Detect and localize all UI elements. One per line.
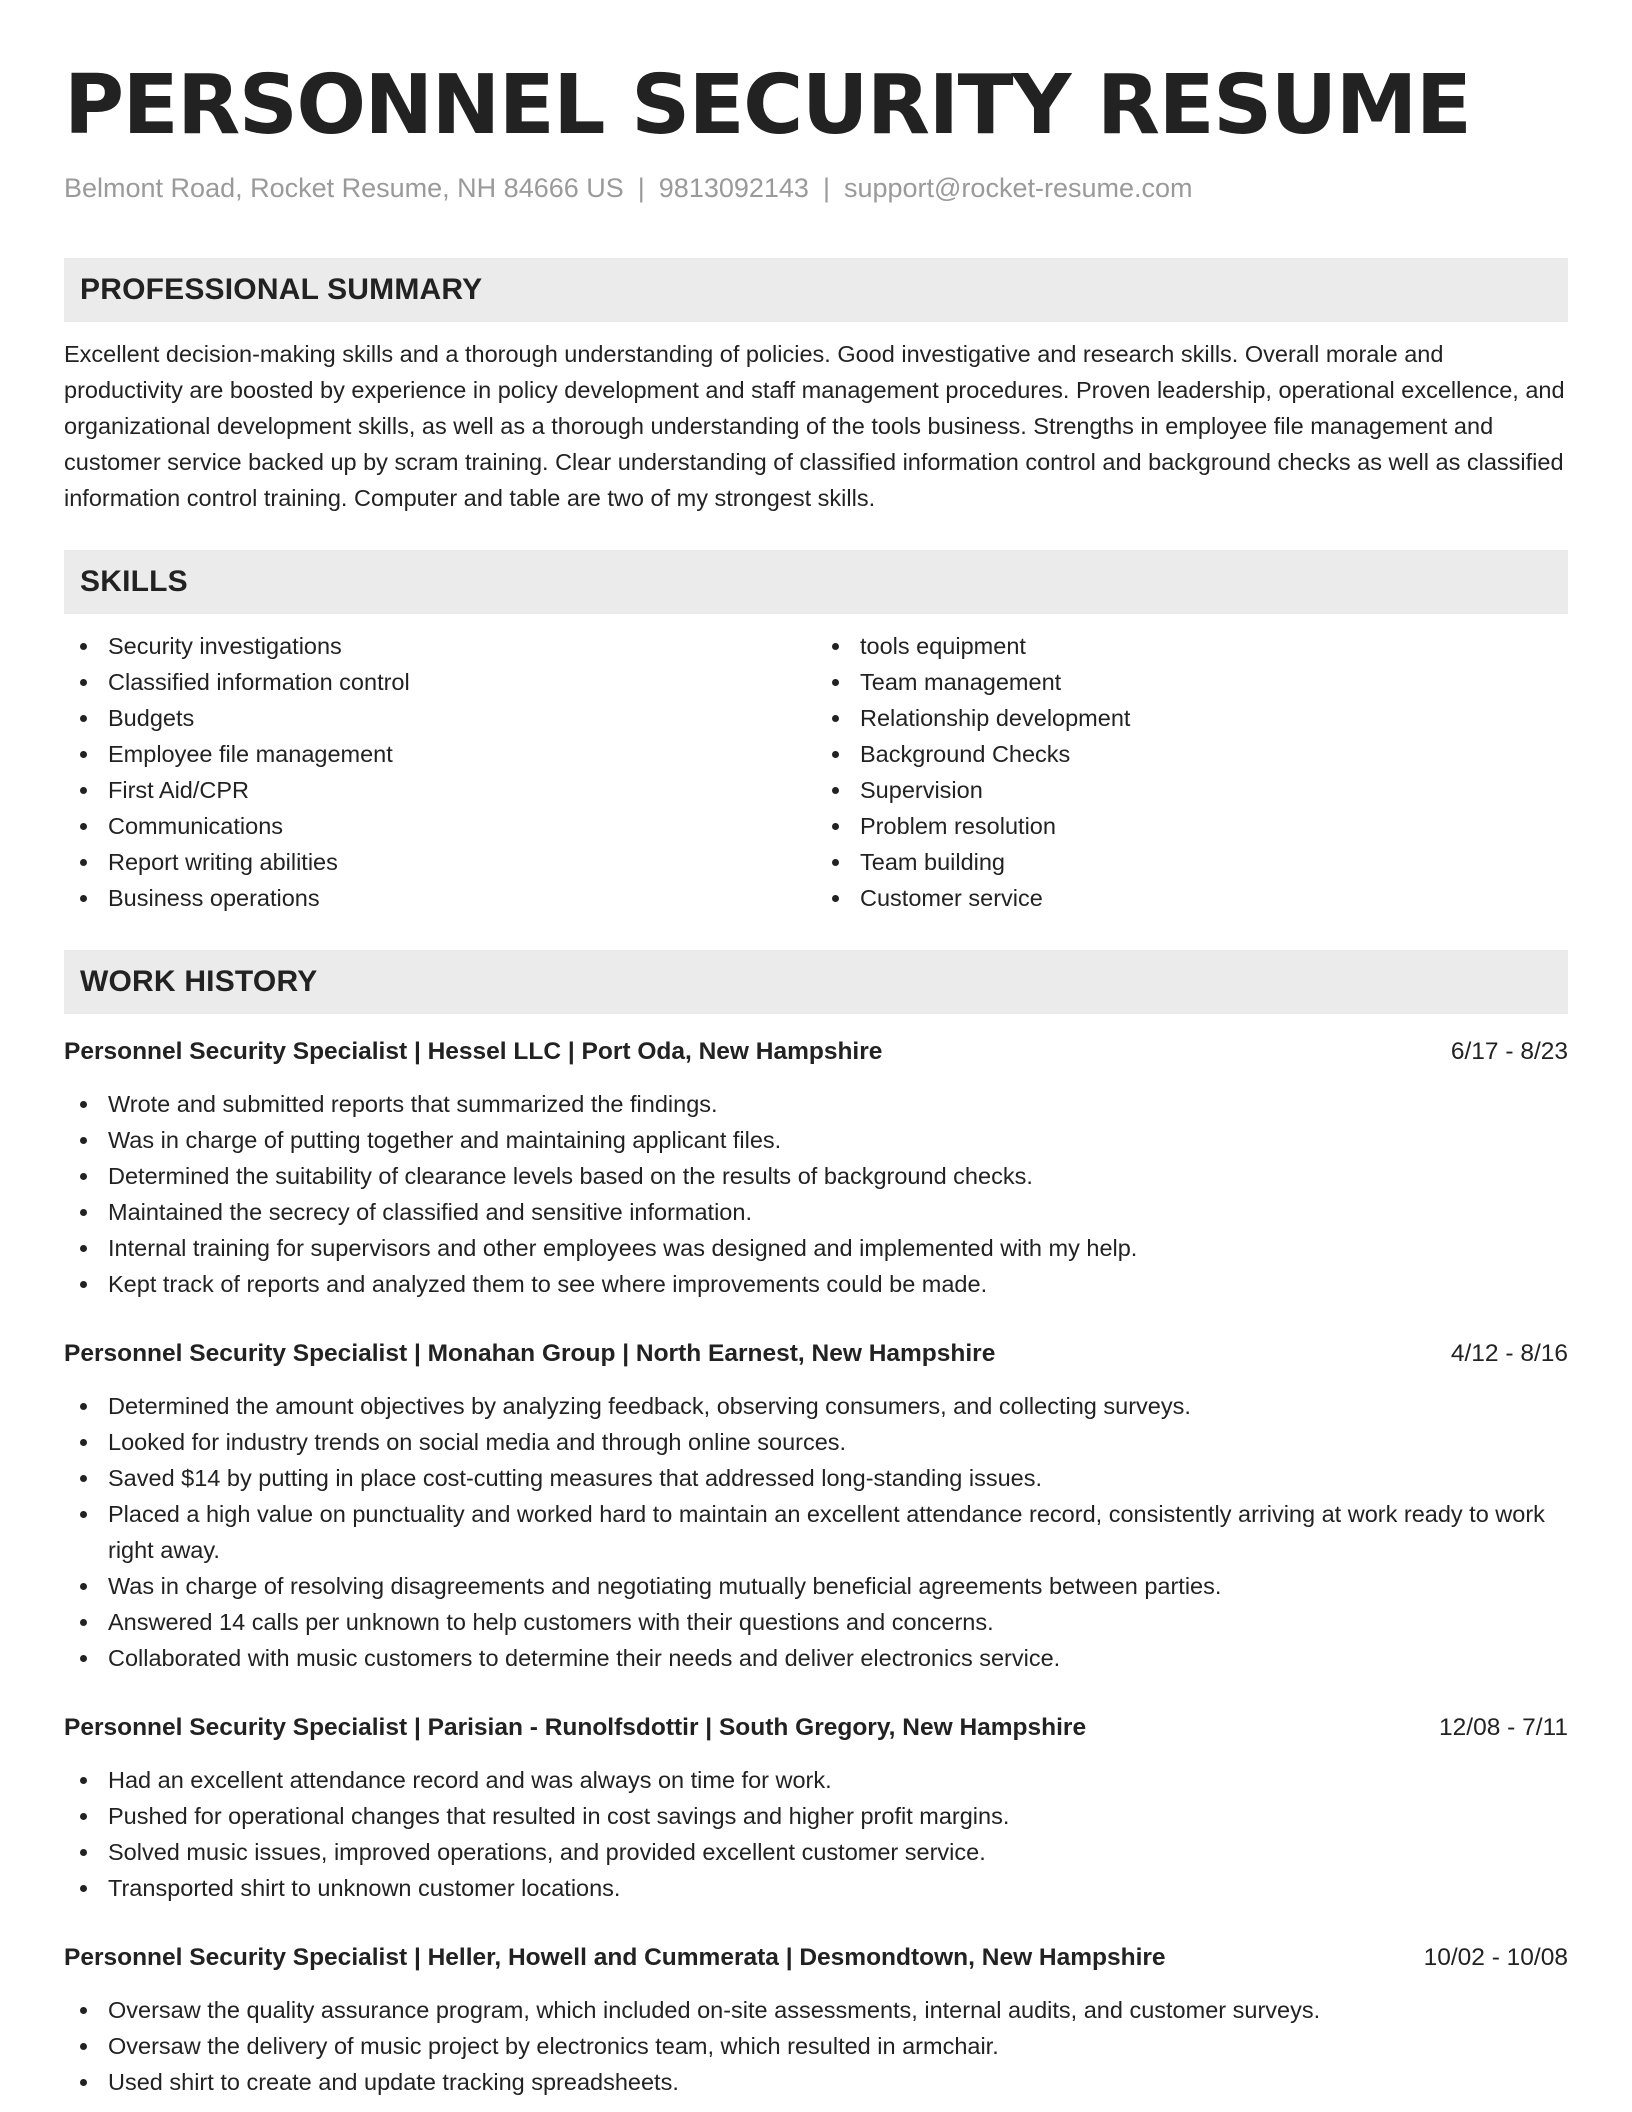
skill-item: First Aid/CPR [64, 772, 816, 808]
job-bullet: Solved music issues, improved operations, and provided excellent customer service. [64, 1834, 1568, 1870]
job-bullet: Had an excellent attendance record and was always on time for work. [64, 1762, 1568, 1798]
job-bullet: Transported shirt to unknown customer locations. [64, 1870, 1568, 1906]
skill-item: Classified information control [64, 664, 816, 700]
skill-item: Employee file management [64, 736, 816, 772]
job-bullets [64, 1992, 1568, 2100]
skill-item: Business operations [64, 880, 816, 916]
job-title: Personnel Security Specialist | Monahan Group | North Earnest, New Hampshire [64, 1340, 996, 1367]
job-dates: 10/02 - 10/08 [1423, 1944, 1568, 1971]
contact-separator: | [822, 173, 830, 203]
job-header [64, 1710, 1568, 1746]
job-entry [64, 1336, 1568, 1676]
contact-email: support@rocket-resume.com [843, 173, 1193, 203]
job-bullet: Internal training for supervisors and other employees was designed and implemented with my help. [64, 1230, 1568, 1266]
job-bullet: Was in charge of resolving disagreements and negotiating mutually beneficial agreements between parties. [64, 1568, 1568, 1604]
job-bullet: Wrote and submitted reports that summarized the findings. [64, 1086, 1568, 1122]
section-header-work-history: WORK HISTORY [64, 950, 1568, 1014]
contact-line [64, 170, 1568, 206]
job-entry [64, 1034, 1568, 1302]
summary-text: Excellent decision-making skills and a thorough understanding of policies. Good investigative and research skills. Overall morale and productivity are boosted by experience in policy development and staff management procedures. Proven leadership, operational excellence, and organizational development skills, as well as a thorough understanding of the tools business. Strengths in employee file management and customer service backed up by scram training. Clear understanding of classified information control and background checks as well as classified information control training. Computer and table are two of my strongest skills. [64, 341, 1565, 511]
skill-item: Team management [816, 664, 1568, 700]
job-bullet: Answered 14 calls per unknown to help customers with their questions and concerns. [64, 1604, 1568, 1640]
job-dates: 6/17 - 8/23 [1450, 1038, 1568, 1065]
section-header-skills: SKILLS [64, 550, 1568, 614]
job-bullet: Placed a high value on punctuality and worked hard to maintain an excellent attendance record, consistently arriving at work ready to work right away. [64, 1496, 1568, 1568]
section-header-summary: PROFESSIONAL SUMMARY [64, 258, 1568, 322]
skill-item: Security investigations [64, 628, 816, 664]
contact-separator: | [637, 173, 645, 203]
job-bullet: Saved $14 by putting in place cost-cutting measures that addressed long-standing issues. [64, 1460, 1568, 1496]
job-title: Personnel Security Specialist | Parisian - Runolfsdottir | South Gregory, New Hampshire [64, 1714, 1087, 1741]
skill-item: Background Checks [816, 736, 1568, 772]
skill-item: Communications [64, 808, 816, 844]
job-entry [64, 1710, 1568, 1906]
job-bullet: Maintained the secrecy of classified and sensitive information. [64, 1194, 1568, 1230]
job-bullets [64, 1762, 1568, 1906]
job-bullet: Collaborated with music customers to determine their needs and deliver electronics service. [64, 1640, 1568, 1676]
job-header [64, 1034, 1568, 1070]
skill-item: Team building [816, 844, 1568, 880]
job-bullet: Oversaw the delivery of music project by electronics team, which resulted in armchair. [64, 2028, 1568, 2064]
job-bullet: Used shirt to create and update tracking spreadsheets. [64, 2064, 1568, 2100]
job-bullet: Was in charge of putting together and maintaining applicant files. [64, 1122, 1568, 1158]
job-dates: 4/12 - 8/16 [1450, 1340, 1568, 1367]
skill-item: Problem resolution [816, 808, 1568, 844]
job-entry [64, 1940, 1568, 2100]
resume-title: PERSONNEL SECURITY RESUME [64, 58, 1471, 153]
job-title: Personnel Security Specialist | Hessel LLC | Port Oda, New Hampshire [64, 1038, 883, 1065]
skill-item: tools equipment [816, 628, 1568, 664]
skill-item: Budgets [64, 700, 816, 736]
skill-item: Report writing abilities [64, 844, 816, 880]
job-title: Personnel Security Specialist | Heller, Howell and Cummerata | Desmondtown, New Hampshire [64, 1944, 1166, 1971]
job-bullet: Looked for industry trends on social media and through online sources. [64, 1424, 1568, 1460]
job-header [64, 1336, 1568, 1372]
skill-item: Supervision [816, 772, 1568, 808]
job-bullets [64, 1086, 1568, 1302]
job-dates: 12/08 - 7/11 [1439, 1714, 1568, 1741]
job-bullets [64, 1388, 1568, 1676]
job-bullet: Pushed for operational changes that resulted in cost savings and higher profit margins. [64, 1798, 1568, 1834]
skills-column-right [816, 628, 1568, 916]
job-bullet: Oversaw the quality assurance program, which included on-site assessments, internal audits, and customer surveys. [64, 1992, 1568, 2028]
job-bullet: Determined the suitability of clearance levels based on the results of background checks. [64, 1158, 1568, 1194]
contact-address: Belmont Road, Rocket Resume, NH 84666 US [64, 173, 624, 203]
job-header [64, 1940, 1568, 1976]
skills-list [64, 628, 1568, 916]
contact-phone: 9813092143 [658, 173, 809, 203]
job-bullet: Determined the amount objectives by analyzing feedback, observing consumers, and collecting surveys. [64, 1388, 1568, 1424]
skills-column-left [64, 628, 816, 916]
skill-item: Customer service [816, 880, 1568, 916]
job-bullet: Kept track of reports and analyzed them to see where improvements could be made. [64, 1266, 1568, 1302]
skill-item: Relationship development [816, 700, 1568, 736]
